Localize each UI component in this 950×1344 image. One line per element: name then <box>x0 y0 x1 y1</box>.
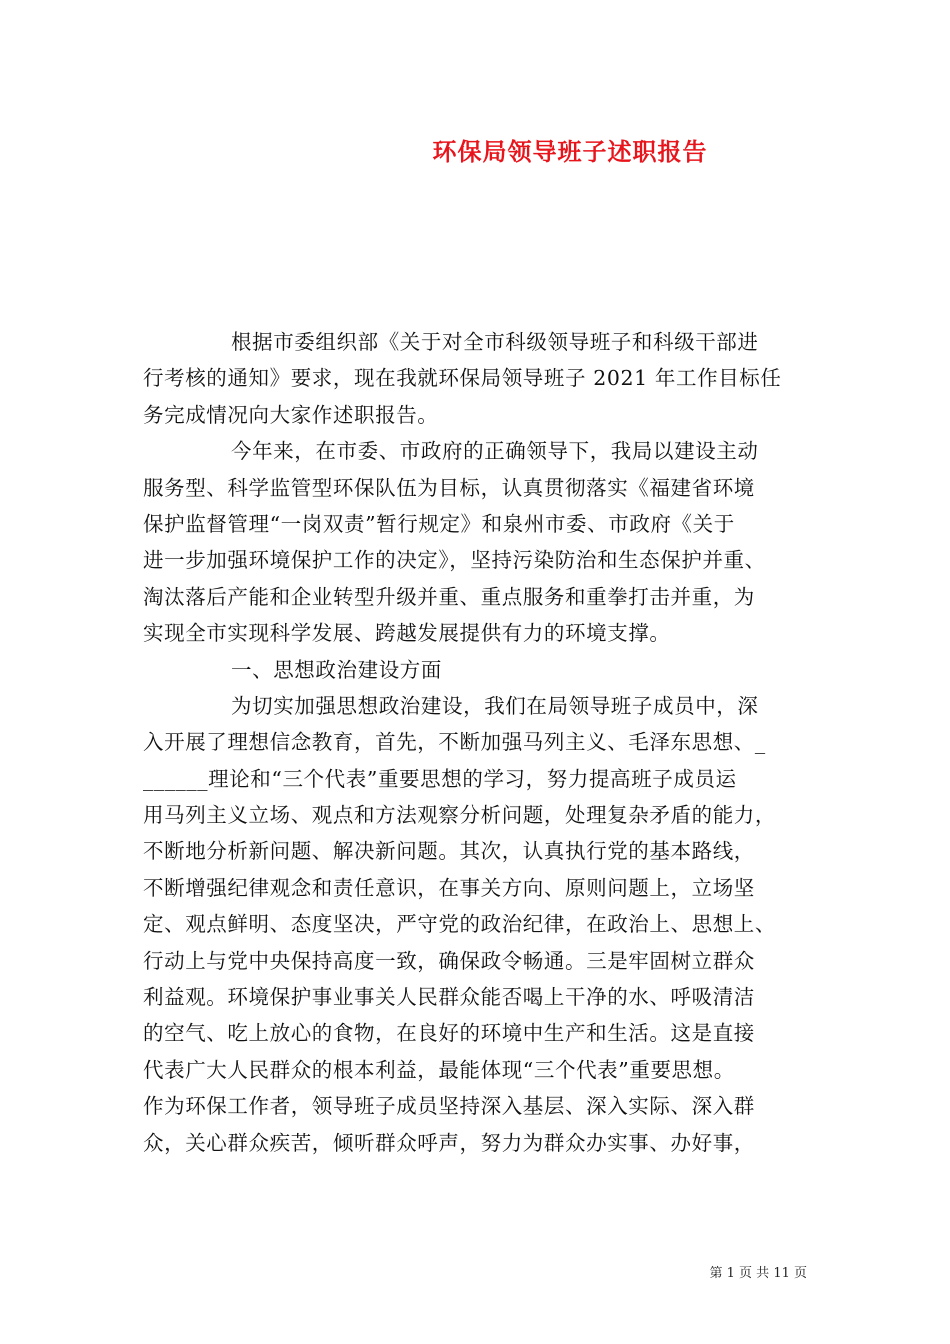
body-line: 定、观点鲜明、态度坚决，严守党的政治纪律，在政治上、思想上、 <box>143 912 776 937</box>
page-number: 第 1 页 共 11 页 <box>709 1266 807 1281</box>
body-line: 保护监督管理“一岗双责”暂行规定》和泉州市委、市政府《关于 <box>143 511 735 536</box>
body-line: 不断增强纪律观念和责任意识，在事关方向、原则问题上，立场坚 <box>143 875 755 900</box>
body-line: 的空气、吃上放心的食物，在良好的环境中生产和生活。这是直接 <box>143 1021 755 1046</box>
document-title: 环保局领导班子述职报告 <box>432 137 708 166</box>
body-line: 行考核的通知》要求，现在我就环保局领导班子 2021 年工作目标任 <box>143 366 782 391</box>
document-body <box>143 324 815 1161</box>
body-line: 代表广大人民群众的根本利益，最能体现“三个代表”重要思想。 <box>143 1057 735 1082</box>
body-line: 入开展了理想信念教育，首先，不断加强马列主义、毛泽东思想、_ <box>143 730 766 755</box>
body-line: 用马列主义立场、观点和方法观察分析问题，处理复杂矛盾的能力， <box>143 803 776 828</box>
body-line: 利益观。环境保护事业事关人民群众能否喝上干净的水、呼吸清洁 <box>143 985 755 1010</box>
body-line: 不断地分析新问题、解决新问题。其次，认真执行党的基本路线， <box>143 839 755 864</box>
body-line: 今年来，在市委、市政府的正确领导下，我局以建设主动 <box>231 439 759 464</box>
body-line: 服务型、科学监管型环保队伍为目标，认真贯彻落实《福建省环境 <box>143 475 755 500</box>
body-line: 众，关心群众疾苦，倾听群众呼声，努力为群众办实事、办好事， <box>143 1130 755 1155</box>
body-line: 行动上与党中央保持高度一致，确保政令畅通。三是牢固树立群众 <box>143 948 755 973</box>
body-line: 实现全市实现科学发展、跨越发展提供有力的环境支撑。 <box>143 621 671 646</box>
body-line: 为切实加强思想政治建设，我们在局领导班子成员中，深 <box>231 693 759 718</box>
body-line: 淘汰落后产能和企业转型升级并重、重点服务和重拳打击并重，为 <box>143 584 755 609</box>
section-heading: 一、思想政治建设方面 <box>231 657 442 682</box>
body-line: ______理论和“三个代表”重要思想的学习，努力提高班子成员运 <box>143 766 737 791</box>
body-line: 进一步加强环境保护工作的决定》，坚持污染防治和生态保护并重、 <box>143 548 766 573</box>
body-line: 务完成情况向大家作述职报告。 <box>143 402 439 427</box>
body-line: 根据市委组织部《关于对全市科级领导班子和科级干部进 <box>231 330 759 354</box>
body-line: 作为环保工作者，领导班子成员坚持深入基层、深入实际、深入群 <box>143 1094 755 1119</box>
